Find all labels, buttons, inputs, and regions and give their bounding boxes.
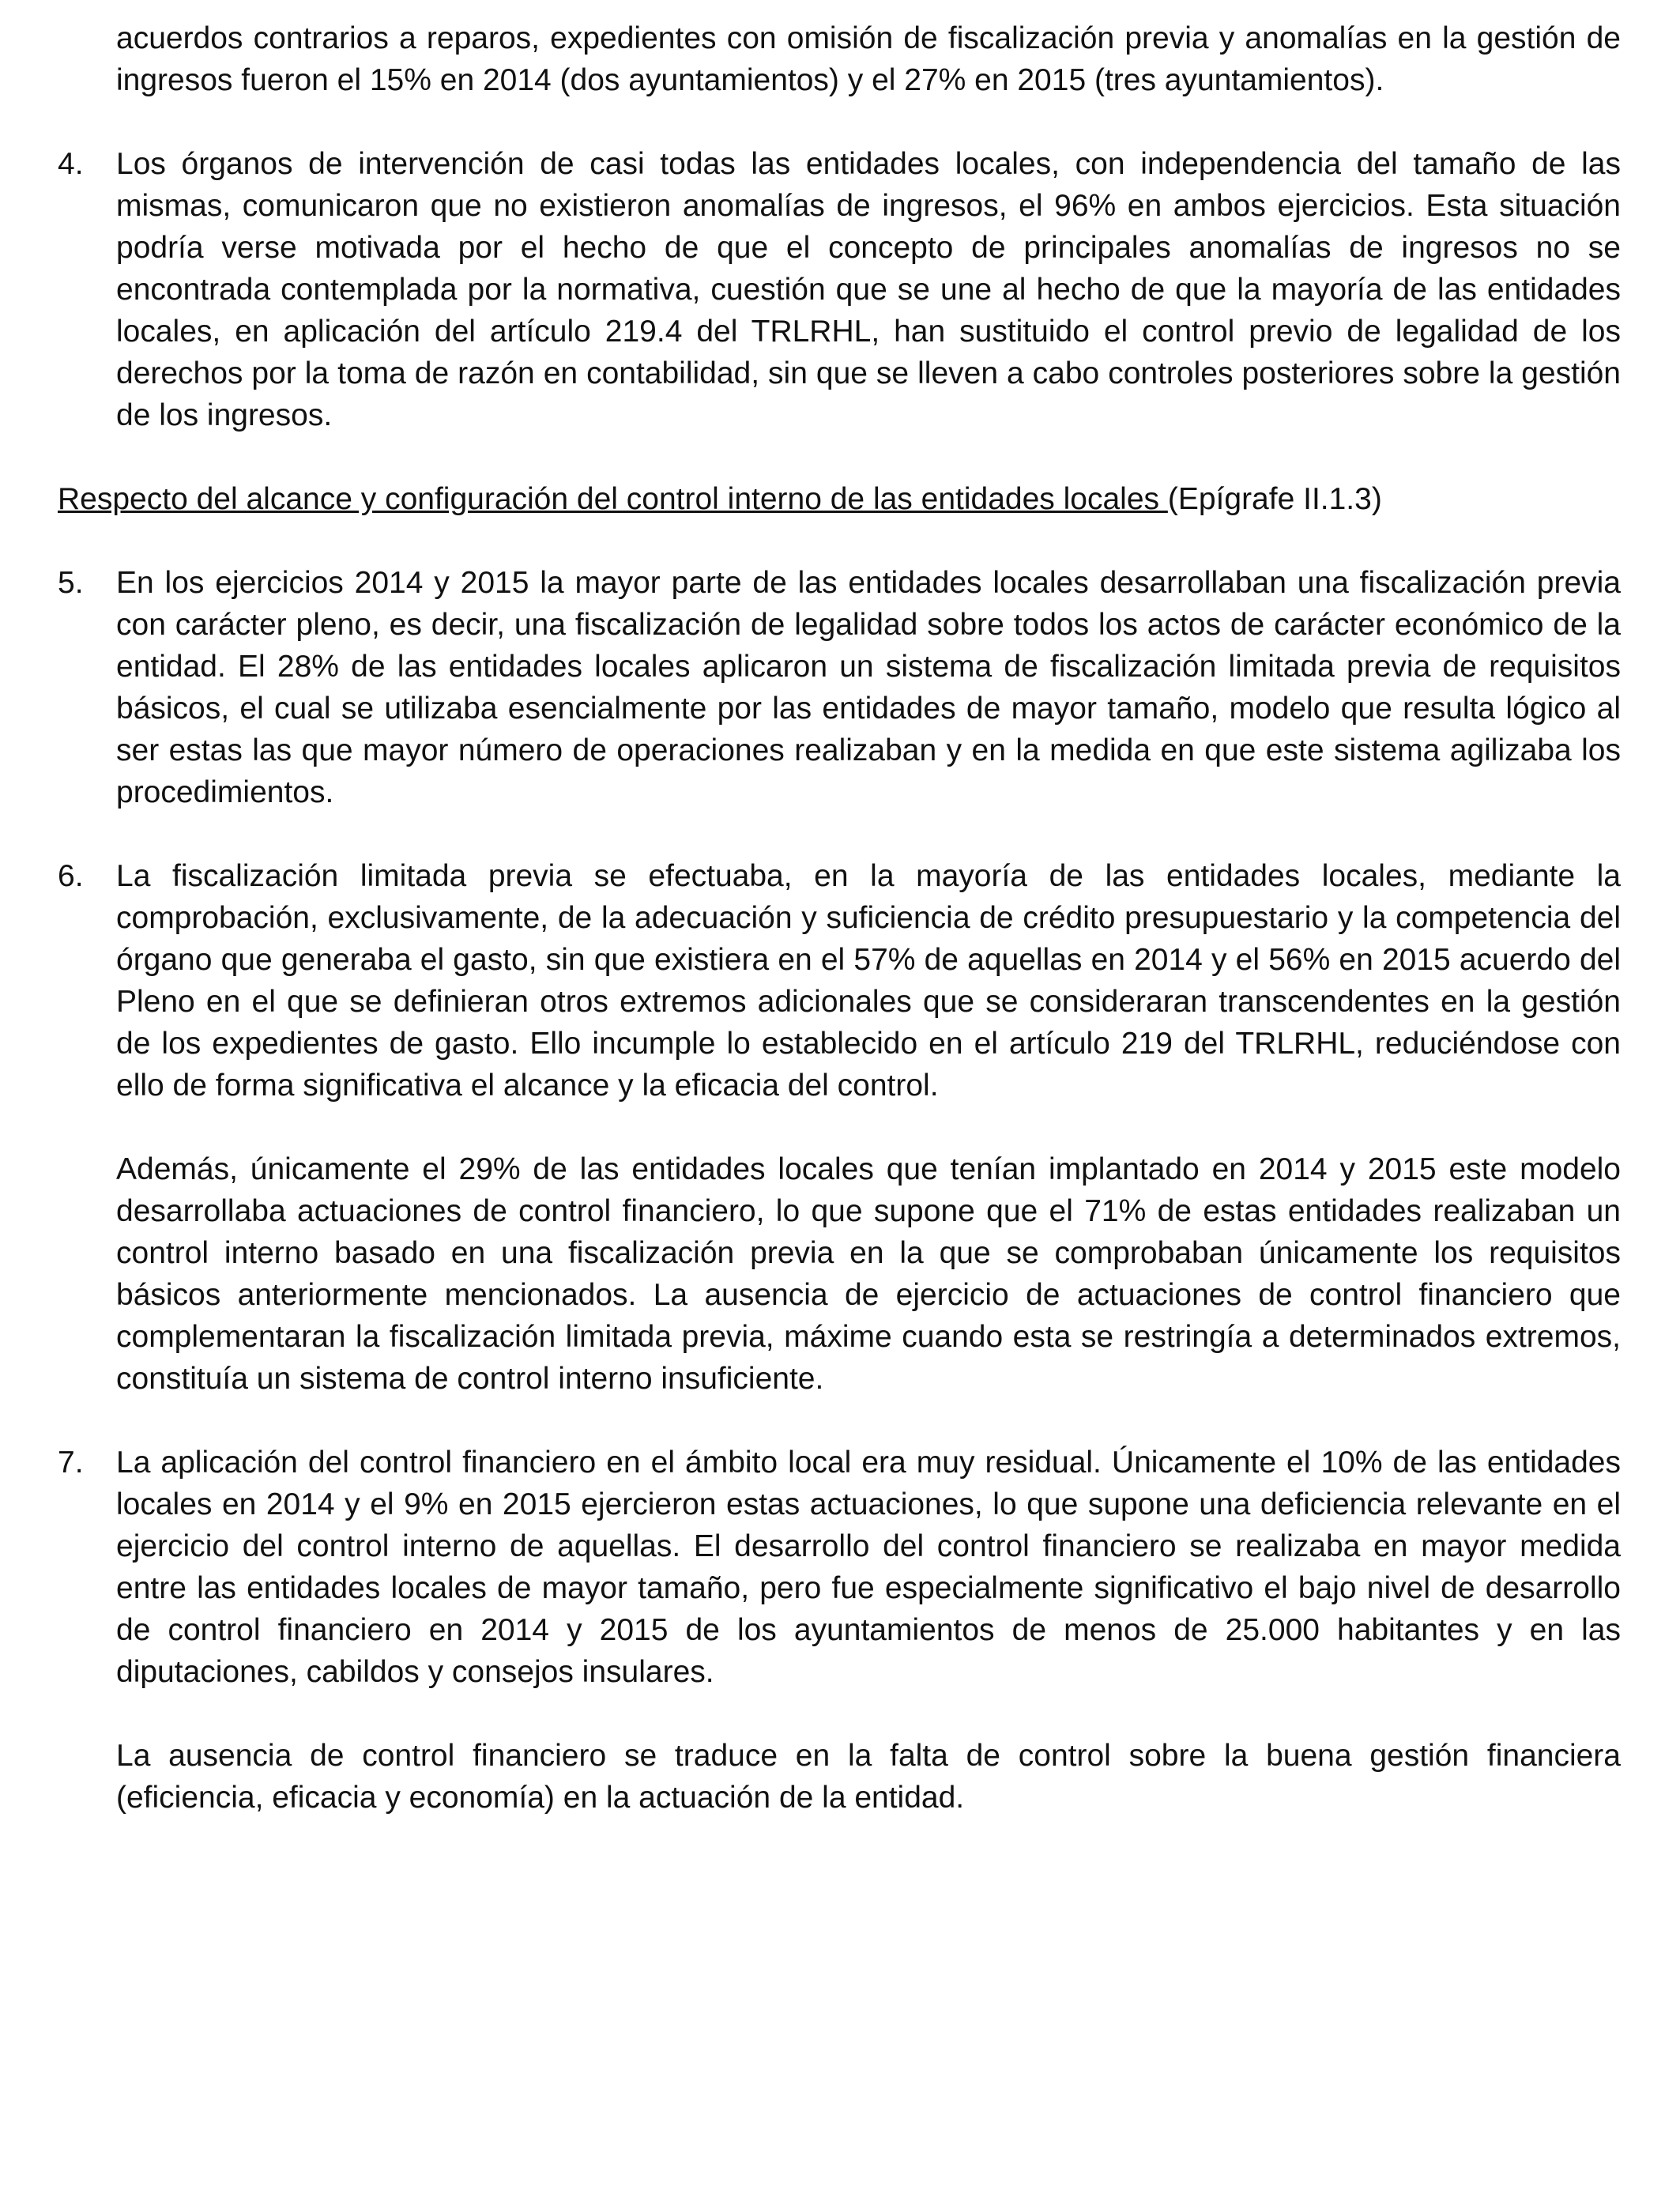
spacer <box>58 520 1621 562</box>
item-number: 5. <box>58 566 84 600</box>
item-number: 4. <box>58 147 84 181</box>
list-item-7 <box>58 1442 1621 1693</box>
item-paragraph: La fiscalización limitada previa se efectuaba, en la mayoría de las entidades locales, mediante la comprobación, exclusivamente, de la adecuación y suficiencia de crédito presupuestario y la competencia del órgano que generaba el gasto, sin que existiera en el 57% de aquellas en 2014 y el 56% en 2015 acuerdo del Pleno en el que se definieran otros extremos adicionales que se consideraran transcendentes en la gestión de los expedientes de gasto. Ello incumple lo establecido en el artículo 219 del TRLRHL, reduciéndose con ello de forma significativa el alcance y la eficacia del control. <box>116 859 1621 1103</box>
item-paragraph-continued: La ausencia de control financiero se traduce en la falta de control sobre la buena gestión financiera (eficiencia, eficacia y economía) en la actuación de la entidad. <box>116 1739 1621 1815</box>
item-paragraph: Los órganos de intervención de casi todas las entidades locales, con independencia del tamaño de las mismas, comunicaron que no existieron anomalías de ingresos, el 96% en ambos ejercicios. Esta situación podría verse motivada por el hecho de que el concepto de principales anomalías de ingresos no se encontrada contemplada por la normativa, cuestión que se une al hecho de que la mayoría de las entidades locales, en aplicación del artículo 219.4 del TRLRHL, han sustituido el control previo de legalidad de los derechos por la toma de razón en contabilidad, sin que se lleven a cabo controles posteriores sobre la gestión de los ingresos. <box>116 147 1621 432</box>
spacer <box>58 436 1621 478</box>
list-item-4 <box>58 143 1621 436</box>
spacer <box>58 1400 1621 1442</box>
spacer <box>58 1693 1621 1735</box>
spacer <box>58 1106 1621 1148</box>
spacer <box>58 101 1621 143</box>
section-heading <box>58 478 1621 520</box>
document-page <box>58 17 1621 1819</box>
item-paragraph: La aplicación del control financiero en el ámbito local era muy residual. Únicamente el 10% de las entidades locales en 2014 y el 9% en 2015 ejercieron estas actuaciones, lo que supone una deficiencia relevante en el ejercicio del control interno de aquellas. El desarrollo del control financiero se realizaba en mayor medida entre las entidades locales de mayor tamaño, pero fue especialmente significativo el bajo nivel de desarrollo de control financiero en 2014 y 2015 de los ayuntamientos de menos de 25.000 habitantes y en las diputaciones, cabildos y consejos insulares. <box>116 1446 1621 1689</box>
section-heading-title: Respecto del alcance y configuración del control interno de las entidades locales <box>58 482 1168 516</box>
spacer <box>58 813 1621 855</box>
item-number: 7. <box>58 1446 84 1480</box>
list-item-6 <box>58 855 1621 1106</box>
section-heading-reference: (Epígrafe II.1.3) <box>1167 482 1382 516</box>
continuation-paragraph: acuerdos contrarios a reparos, expedientes con omisión de fiscalización previa y anomalías en la gestión de ingresos fueron el 15% en 2014 (dos ayuntamientos) y el 27% en 2015 (tres ayuntamientos). <box>116 21 1621 97</box>
item-paragraph-continued: Además, únicamente el 29% de las entidades locales que tenían implantado en 2014 y 2015 este modelo desarrollaba actuaciones de control financiero, lo que supone que el 71% de estas entidades realizaban un control interno basado en una fiscalización previa en la que se comprobaban únicamente los requisitos básicos anteriormente mencionados. La ausencia de ejercicio de actuaciones de control financiero que complementaran la fiscalización limitada previa, máxime cuando esta se restringía a determinados extremos, constituía un sistema de control interno insuficiente. <box>116 1152 1621 1396</box>
item-number: 6. <box>58 859 84 893</box>
list-item-5 <box>58 562 1621 813</box>
item-paragraph: En los ejercicios 2014 y 2015 la mayor parte de las entidades locales desarrollaban una fiscalización previa con carácter pleno, es decir, una fiscalización de legalidad sobre todos los actos de carácter económico de la entidad. El 28% de las entidades locales aplicaron un sistema de fiscalización limitada previa de requisitos básicos, el cual se utilizaba esencialmente por las entidades de mayor tamaño, modelo que resulta lógico al ser estas las que mayor número de operaciones realizaban y en la medida en que este sistema agilizaba los procedimientos. <box>116 566 1621 809</box>
